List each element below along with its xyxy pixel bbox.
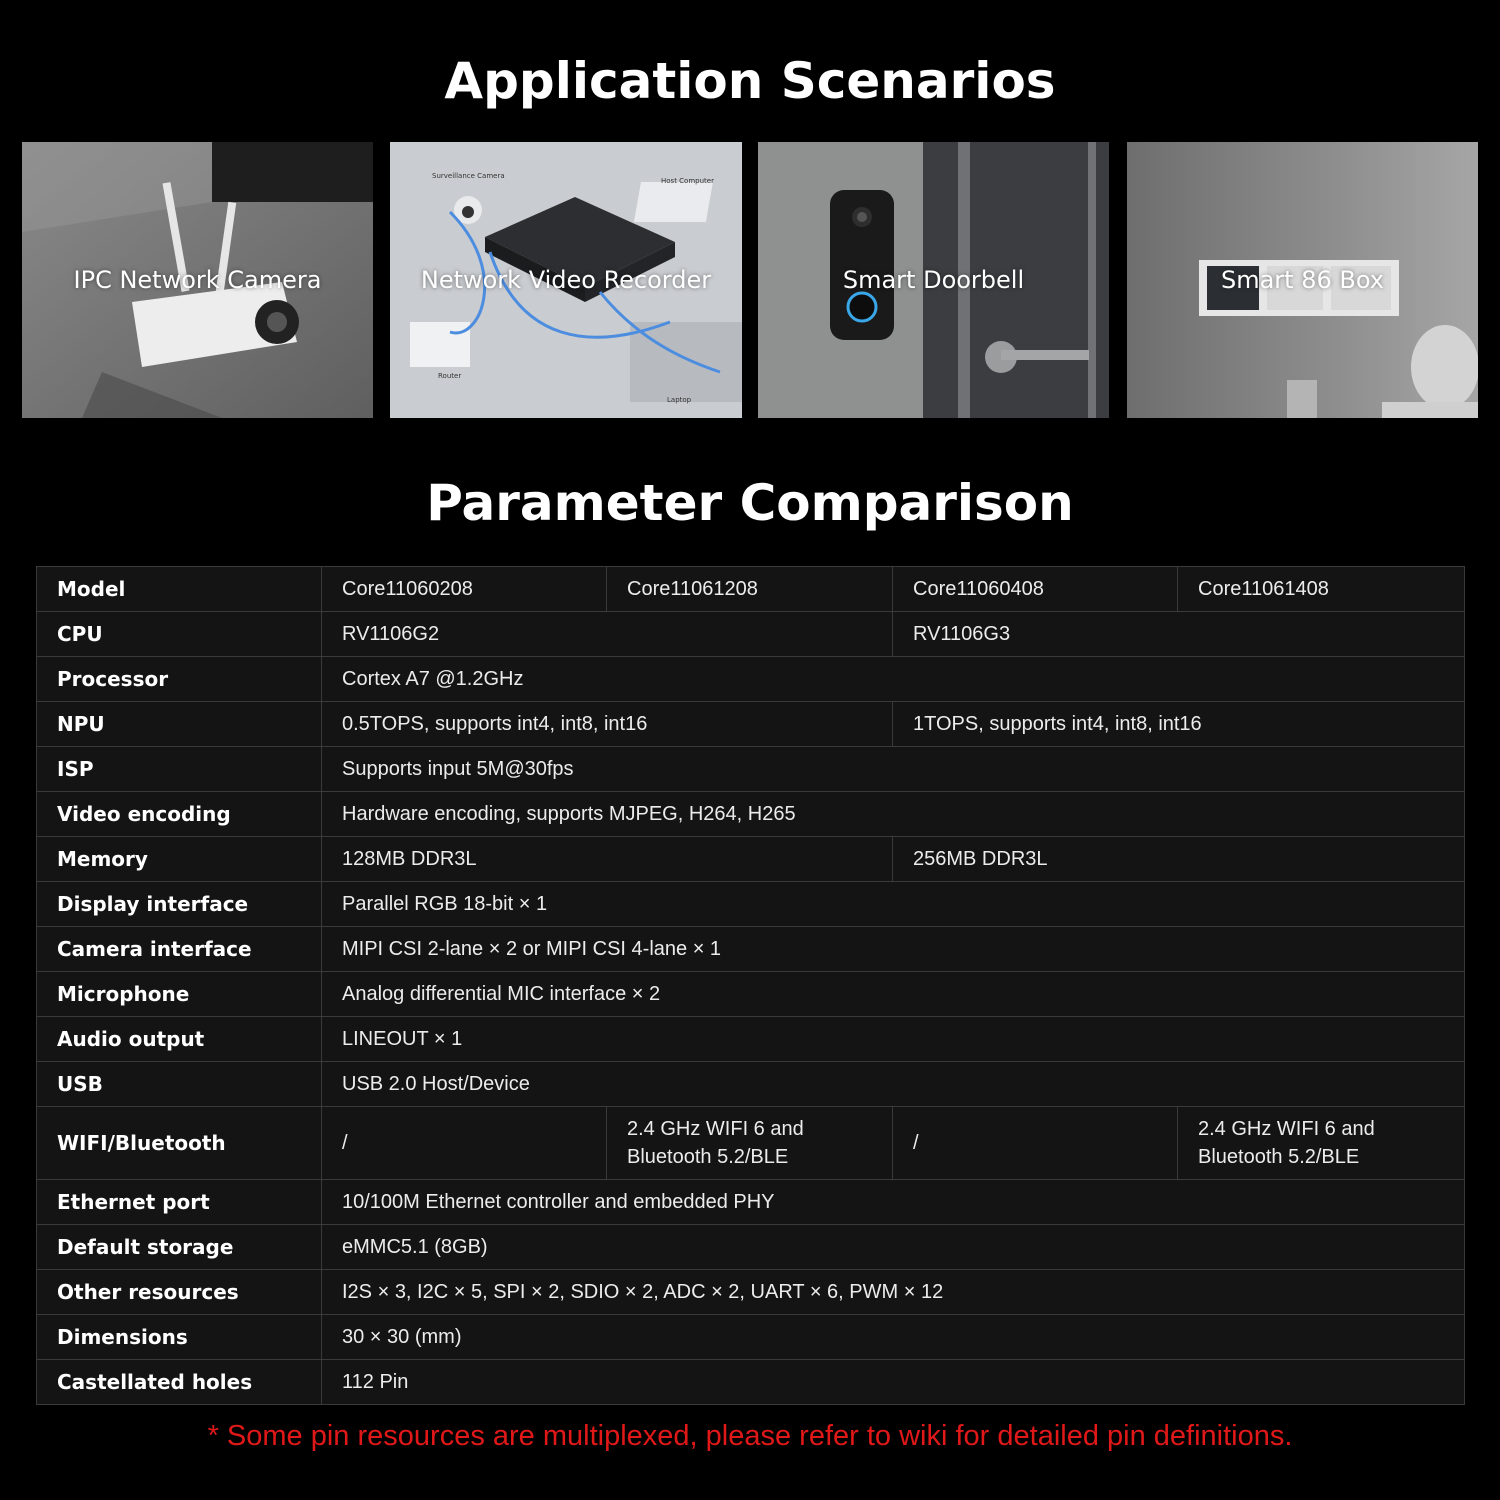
table-cell: RV1106G2 <box>322 612 893 657</box>
table-cell: 128MB DDR3L <box>322 837 893 882</box>
table-cell: Parallel RGB 18-bit × 1 <box>322 882 1465 927</box>
table-row-npu <box>37 702 1465 747</box>
table-cell: 112 Pin <box>322 1360 1465 1405</box>
table-row-audio <box>37 1017 1465 1062</box>
row-label: Video encoding <box>37 792 322 837</box>
nvr-router-label: Router <box>438 372 462 380</box>
table-cell <box>1178 1107 1465 1180</box>
table-cell: 10/100M Ethernet controller and embedded PHY <box>322 1180 1465 1225</box>
table-row-wifi <box>37 1107 1465 1180</box>
scenario-label: Smart 86 Box <box>1220 266 1384 294</box>
table-cell: Supports input 5M@30fps <box>322 747 1465 792</box>
table-row-holes <box>37 1360 1465 1405</box>
nvr-laptop-label: Laptop <box>667 396 692 404</box>
table-cell: / <box>322 1107 607 1180</box>
row-label: ISP <box>37 747 322 792</box>
table-cell: Core11061208 <box>607 567 893 612</box>
table-cell: / <box>893 1107 1178 1180</box>
table-row-cpu <box>37 612 1465 657</box>
table-cell: 0.5TOPS, supports int4, int8, int16 <box>322 702 893 747</box>
nvr-camera-label: Surveillance Camera <box>432 172 505 180</box>
row-label: Processor <box>37 657 322 702</box>
scenario-label: Smart Doorbell <box>842 266 1025 294</box>
footnote: * Some pin resources are multiplexed, please refer to wiki for detailed pin definitions. <box>207 1420 1293 1452</box>
table-cell: Hardware encoding, supports MJPEG, H264, H265 <box>322 792 1465 837</box>
row-label: Model <box>37 567 322 612</box>
row-label: Default storage <box>37 1225 322 1270</box>
scenario-tile-doorbell <box>758 142 1109 418</box>
bluetooth-line: Bluetooth 5.2/BLE <box>627 1146 789 1168</box>
row-label: Microphone <box>37 972 322 1017</box>
table-row-processor <box>37 657 1465 702</box>
row-label: Memory <box>37 837 322 882</box>
table-row-video-encoding <box>37 792 1465 837</box>
table-cell: Core11061408 <box>1178 567 1465 612</box>
scenario-tiles <box>22 142 1478 418</box>
table-cell: MIPI CSI 2-lane × 2 or MIPI CSI 4-lane × 1 <box>322 927 1465 972</box>
table-cell <box>607 1107 893 1180</box>
row-label: Castellated holes <box>37 1360 322 1405</box>
scenario-tile-nvr <box>390 142 742 418</box>
row-label: Audio output <box>37 1017 322 1062</box>
table-row-dimensions <box>37 1315 1465 1360</box>
table-cell: Core11060408 <box>893 567 1178 612</box>
row-label: Other resources <box>37 1270 322 1315</box>
table-cell: Cortex A7 @1.2GHz <box>322 657 1465 702</box>
table-cell: Analog differential MIC interface × 2 <box>322 972 1465 1017</box>
table-cell: Core11060208 <box>322 567 607 612</box>
scenario-label: IPC Network Camera <box>73 266 322 294</box>
row-label: USB <box>37 1062 322 1107</box>
table-cell: 30 × 30 (mm) <box>322 1315 1465 1360</box>
row-label: Camera interface <box>37 927 322 972</box>
table-cell: 1TOPS, supports int4, int8, int16 <box>893 702 1465 747</box>
row-label: Ethernet port <box>37 1180 322 1225</box>
row-label: WIFI/Bluetooth <box>37 1107 322 1180</box>
bluetooth-line: Bluetooth 5.2/BLE <box>1198 1146 1360 1168</box>
table-cell: I2S × 3, I2C × 5, SPI × 2, SDIO × 2, ADC × 2, UART × 6, PWM × 12 <box>322 1270 1465 1315</box>
table-row-ethernet <box>37 1180 1465 1225</box>
table-row-camera <box>37 927 1465 972</box>
table-cell: eMMC5.1 (8GB) <box>322 1225 1465 1270</box>
row-label: CPU <box>37 612 322 657</box>
parameter-comparison-title: Parameter Comparison <box>426 474 1074 532</box>
table-cell: USB 2.0 Host/Device <box>322 1062 1465 1107</box>
scenario-tile-ipc-camera <box>22 142 373 418</box>
table-cell: 256MB DDR3L <box>893 837 1465 882</box>
table-row-isp <box>37 747 1465 792</box>
scenario-tile-86-box <box>1127 142 1478 418</box>
wifi-line: 2.4 GHz WIFI 6 and <box>627 1118 804 1140</box>
row-label: Display interface <box>37 882 322 927</box>
table-cell: RV1106G3 <box>893 612 1465 657</box>
wifi-line: 2.4 GHz WIFI 6 and <box>1198 1118 1375 1140</box>
table-row-storage <box>37 1225 1465 1270</box>
row-label: Dimensions <box>37 1315 322 1360</box>
scenario-label: Network Video Recorder <box>420 266 712 294</box>
spec-table <box>36 566 1465 1405</box>
table-row-display <box>37 882 1465 927</box>
table-row-model <box>37 567 1465 612</box>
table-row-usb <box>37 1062 1465 1107</box>
table-row-other <box>37 1270 1465 1315</box>
nvr-host-label: Host Computer <box>661 177 714 185</box>
table-row-microphone <box>37 972 1465 1017</box>
table-row-memory <box>37 837 1465 882</box>
table-cell: LINEOUT × 1 <box>322 1017 1465 1062</box>
row-label: NPU <box>37 702 322 747</box>
application-scenarios-title: Application Scenarios <box>444 52 1056 110</box>
